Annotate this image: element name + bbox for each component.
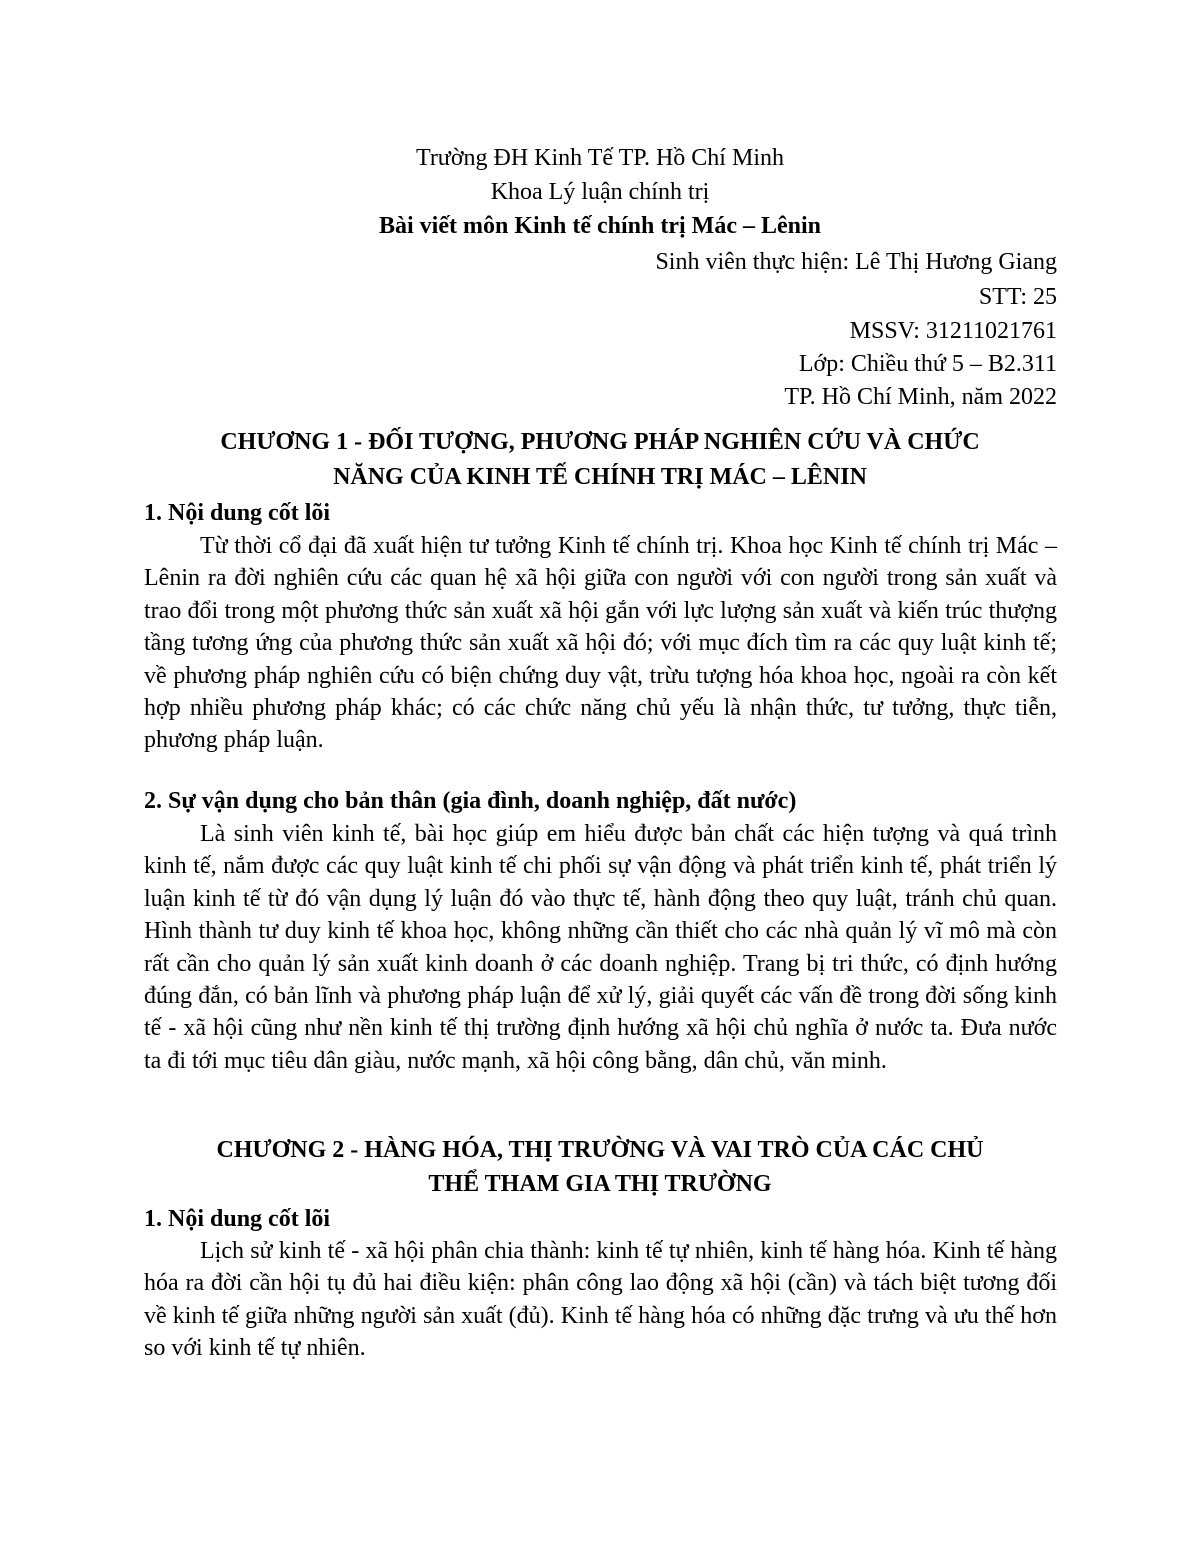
student-stt: STT: 25 [978,284,1057,310]
chapter2-title-line1: CHƯƠNG 2 - HÀNG HÓA, THỊ TRƯỜNG VÀ VAI TRÒ CỦA CÁC CHỦ [216,1137,984,1163]
faculty-name: Khoa Lý luận chính trị [490,179,710,205]
chapter1-section1-title: 1. Nội dung cốt lõi [144,500,331,526]
university-name: Trường ĐH Kinh Tế TP. Hồ Chí Minh [416,145,784,171]
chapter1-section1-paragraph: Từ thời cổ đại đã xuất hiện tư tưởng Kinh tế chính trị. Khoa học Kinh tế chính trị Mác – Lênin ra đời nghiên cứu các quan hệ xã hội giữa con người với con người trong sản xuất và trao đổi trong một phương thức sản xuất xã hội gắn với lực lượng sản xuất và kiến trúc thượng tầng tương ứng của phương thức sản xuất xã hội đó; với mục đích tìm ra các quy luật kinh tế; về phương pháp nghiên cứu có biện chứng duy vật, trừu tượng hóa khoa học, ngoài ra còn kết hợp nhiều phương pháp khác; có các chức năng chủ yếu là nhận thức, tư tưởng, thực tiễn, phương pháp luận. [144,533,1057,754]
student-mssv: MSSV: 31211021761 [849,318,1057,344]
chapter2-title-line2: THỂ THAM GIA THỊ TRƯỜNG [428,1171,772,1197]
student-name: Sinh viên thực hiện: Lê Thị Hương Giang [655,249,1057,275]
chapter1-title-line1: CHƯƠNG 1 - ĐỐI TƯỢNG, PHƯƠNG PHÁP NGHIÊN CỨU VÀ CHỨC [220,429,980,455]
chapter2-section1-title: 1. Nội dung cốt lõi [144,1206,331,1232]
assignment-title: Bài viết môn Kinh tế chính trị Mác – Lênin [378,213,821,239]
chapter2-section1-paragraph: Lịch sử kinh tế - xã hội phân chia thành: kinh tế tự nhiên, kinh tế hàng hóa. Kinh tế hàng hóa ra đời cần hội tụ đủ hai điều kiện: phân công lao động xã hội (cần) và tách biệt tương đối về kinh tế giữa những người sản xuất (đủ). Kinh tế hàng hóa có những đặc trưng và ưu thế hơn so với kinh tế tự nhiên. [144,1238,1057,1362]
student-class: Lớp: Chiều thứ 5 – B2.311 [798,351,1057,377]
place-date: TP. Hồ Chí Minh, năm 2022 [784,384,1057,410]
chapter1-section2-paragraph: Là sinh viên kinh tế, bài học giúp em hiểu được bản chất các hiện tượng và quá trình kinh tế, nắm được các quy luật kinh tế chi phối sự vận động và phát triển kinh tế, phát triển lý luận kinh tế từ đó vận dụng lý luận đó vào thực tế, hành động theo quy luật, tránh chủ quan. Hình thành tư duy kinh tế khoa học, không những cần thiết cho các nhà quản lý vĩ mô mà còn rất cần cho quản lý sản xuất kinh doanh ở các doanh nghiệp. Trang bị tri thức, có định hướng đúng đắn, có bản lĩnh và phương pháp luận để xử lý, giải quyết các vấn đề trong đời sống kinh tế - xã hội cũng như nền kinh tế thị trường định hướng xã hội chủ nghĩa ở nước ta. Đưa nước ta đi tới mục tiêu dân giàu, nước mạnh, xã hội công bằng, dân chủ, văn minh. [144,821,1057,1074]
chapter1-title-line2: NĂNG CỦA KINH TẾ CHÍNH TRỊ MÁC – LÊNIN [333,464,867,490]
chapter1-section2-title: 2. Sự vận dụng cho bản thân (gia đình, doanh nghiệp, đất nước) [144,788,797,814]
